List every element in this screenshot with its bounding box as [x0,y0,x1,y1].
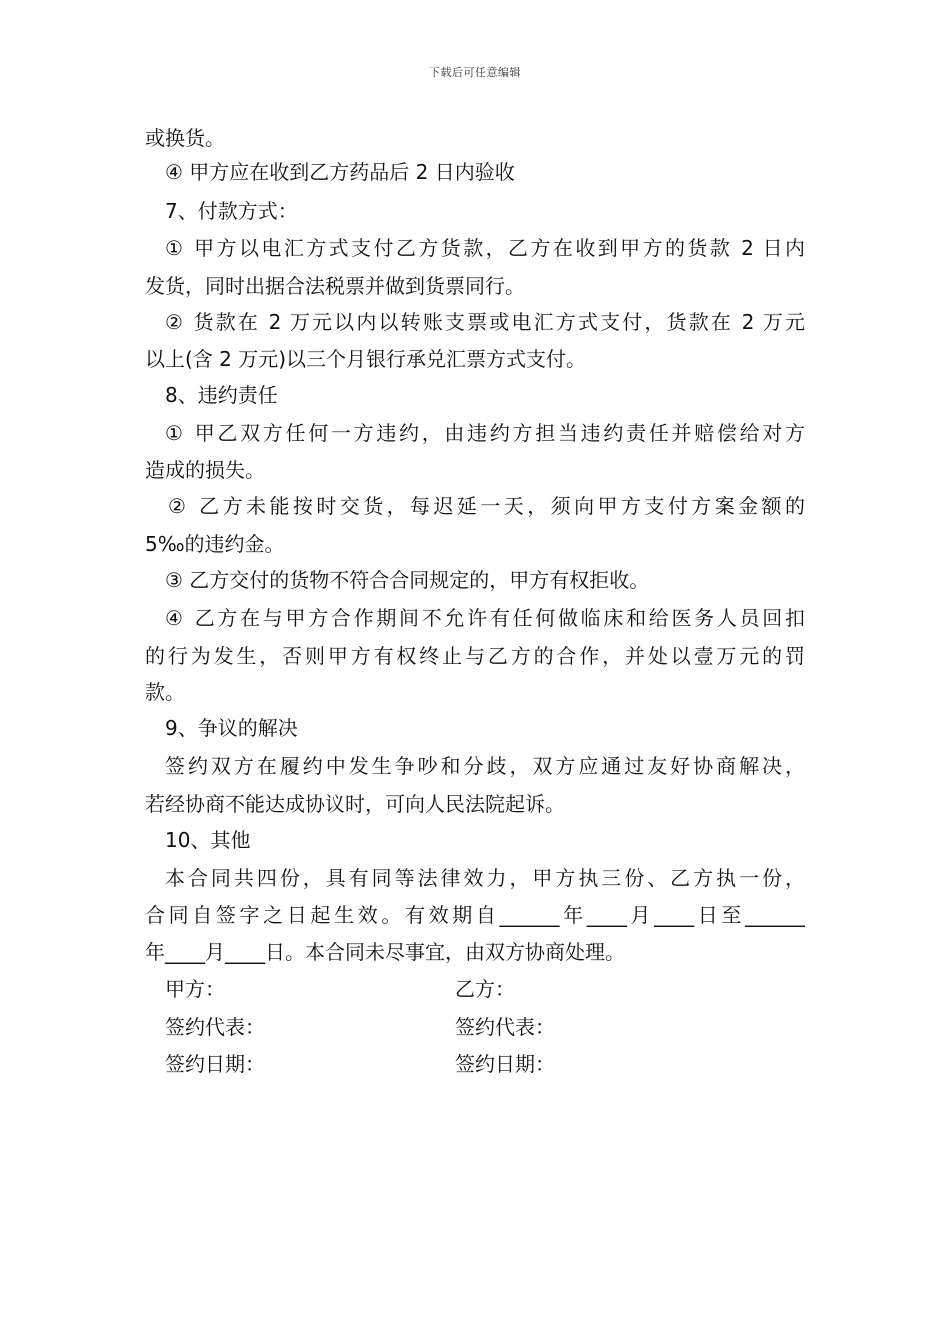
body-line: 5‰的违约金。 [145,532,285,556]
clause-item: ④ 甲方应在收到乙方药品后 2 日内验收 [165,160,515,184]
party-b-date-label: 签约日期： [455,1052,555,1076]
clause-item: ① 甲方以电汇方式支付乙方货款，乙方在收到甲方的货款 2 日内 [165,236,805,260]
clause-item: ④ 乙方在与甲方合作期间不允许有任何做临床和给医务人员回扣 [165,606,805,630]
party-b-label: 乙方： [455,977,515,1001]
party-a-representative-label: 签约代表： [165,1015,265,1039]
page-header-note: 下载后可任意编辑 [429,66,521,79]
body-line: 以上(含 2 万元)以三个月银行承兑汇票方式支付。 [145,347,587,371]
clause-item: ② 货款在 2 万元以内以转账支票或电汇方式支付，货款在 2 万元 [165,310,805,334]
party-b-representative-label: 签约代表： [455,1015,555,1039]
clause-item: ① 甲乙双方任何一方违约，由违约方担当违约责任并赔偿给对方 [165,421,805,445]
section-heading: 10、其他 [165,828,251,852]
clause-item: ③ 乙方交付的货物不符合合同规定的，甲方有权拒收。 [165,568,650,592]
section-heading: 7、付款方式： [165,199,298,223]
body-line: 合同自签字之日起生效。有效期自______年____月____日至______ [145,903,805,927]
body-line: 若经协商不能达成协议时，可向人民法院起诉。 [145,792,565,816]
body-line: 的行为发生，否则甲方有权终止与乙方的合作，并处以壹万元的罚 [145,644,805,668]
body-line: 造成的损失。 [145,458,265,482]
body-line: 发货，同时出据合法税票并做到货票同行。 [145,274,525,298]
body-line: 年____月____日。本合同未尽事宜，由双方协商处理。 [145,940,625,964]
section-heading: 8、违约责任 [165,383,278,407]
party-a-label: 甲方： [165,977,225,1001]
body-line: 签约双方在履约中发生争吵和分歧，双方应通过友好协商解决， [165,754,805,778]
body-line: 款。 [145,680,185,704]
body-line: 或换货。 [145,126,225,150]
clause-item: ② 乙方未能按时交货，每迟延一天，须向甲方支付方案金额的 [168,494,805,518]
body-line: 本合同共四份，具有同等法律效力，甲方执三份、乙方执一份， [165,866,805,890]
party-a-date-label: 签约日期： [165,1052,265,1076]
section-heading: 9、争议的解决 [165,716,298,740]
